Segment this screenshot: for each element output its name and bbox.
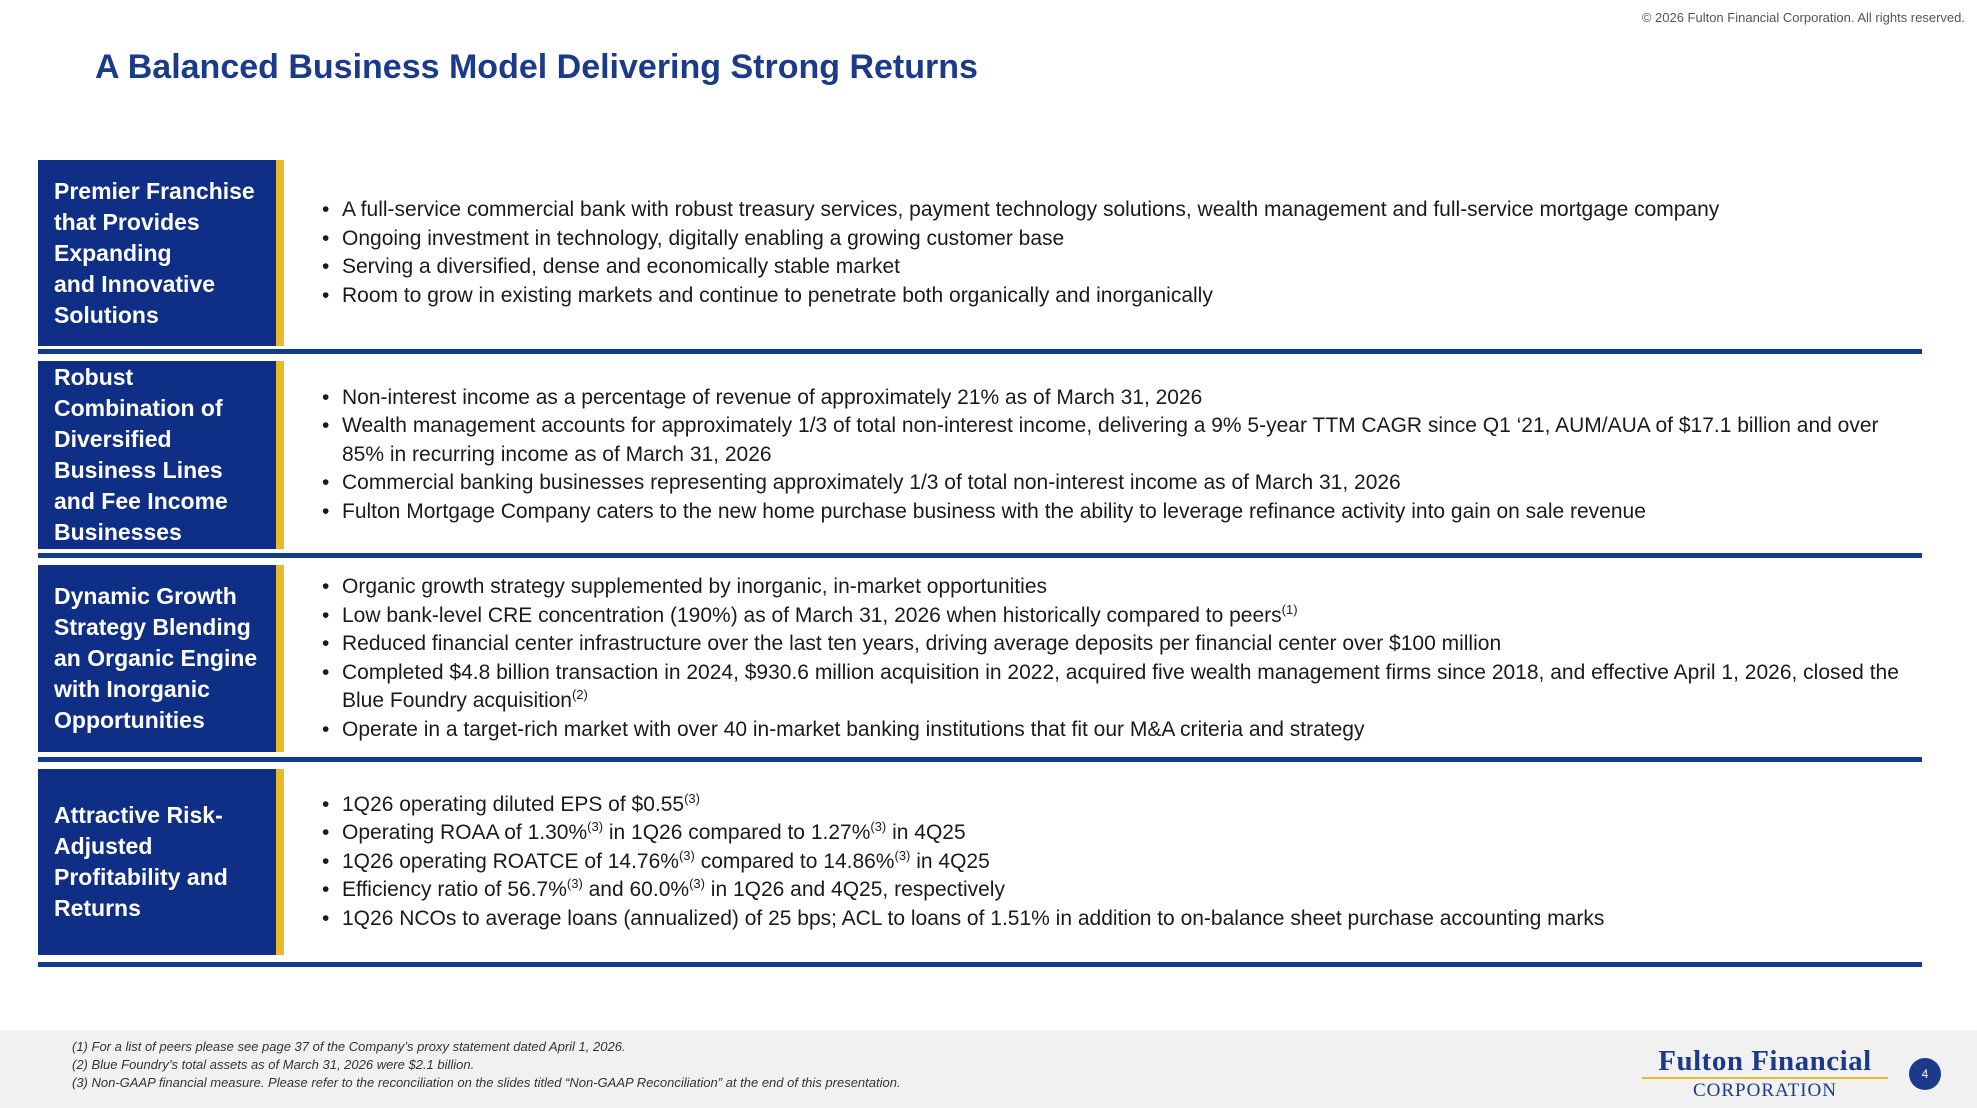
label-line: Diversified xyxy=(54,426,172,452)
footnote-ref: (3) xyxy=(689,876,705,892)
section-divider xyxy=(38,757,1922,762)
bullet-item xyxy=(320,876,1604,905)
label-line: Opportunities xyxy=(54,707,205,733)
bullet-item: • A full-service commercial bank with robust treasury services, payment technology solutions, wealth management and full-service mortgage company xyxy=(320,196,1719,225)
label-line: and Innovative xyxy=(54,270,216,297)
section-premier-franchise xyxy=(38,160,1922,346)
footnote-ref: (3) xyxy=(894,847,911,863)
bullet-item: • Serving a diversified, dense and economically stable market xyxy=(320,253,1719,282)
page-title: A Balanced Business Model Delivering Strong Returns xyxy=(95,48,978,86)
label-line: Dynamic Growth xyxy=(54,583,237,609)
label-line: Premier Franchise xyxy=(54,177,255,204)
label-line: that Provides xyxy=(54,208,200,235)
bullet-item: • 1Q26 NCOs to average loans (annualized) of 25 bps; ACL to loans of 1.51% in addition to on-balance sheet purchase accounting marks xyxy=(320,905,1604,934)
label-line: Robust xyxy=(54,364,134,390)
fulton-financial-logo xyxy=(1642,1046,1888,1103)
section-label xyxy=(38,565,284,752)
bullet-list xyxy=(320,160,1719,346)
bullet-list xyxy=(320,565,1922,752)
bullet-text: in 4Q25 xyxy=(886,821,966,845)
footer xyxy=(0,1030,1977,1108)
bullet-text: 1Q26 operating diluted EPS of $0.55 xyxy=(342,792,685,816)
section-robust-combination xyxy=(38,361,1922,549)
bullet-item: • Room to grow in existing markets and continue to penetrate both organically and inorganically xyxy=(320,282,1719,311)
footnotes xyxy=(72,1038,901,1092)
bullet-text: Completed $4.8 billion transaction in 2024, $930.6 million acquisition in 2022, acquired five wealth management firms since 2018, and effective April 1, 2026, closed the Blue Foundry acquisition xyxy=(342,660,1899,712)
footnote: (2) Blue Foundry’s total assets as of March 31, 2026 were $2.1 billion. xyxy=(72,1057,475,1072)
bullet-text: in 1Q26 compared to 1.27% xyxy=(603,821,871,845)
bullet-text: 1Q26 operating ROATCE of 14.76% xyxy=(342,849,679,873)
page-number: 4 xyxy=(1909,1058,1941,1090)
label-line: Strategy Blending xyxy=(54,614,251,640)
bullet-item xyxy=(320,602,1922,631)
footnote-ref: (3) xyxy=(566,876,583,892)
bullet-item: • Commercial banking businesses representing approximately 1/3 of total non-interest income as of March 31, 2026 xyxy=(320,469,1922,498)
label-line: Combination of xyxy=(54,395,223,421)
bullet-text: in 4Q25 xyxy=(910,849,990,873)
footnote: (1) For a list of peers please see page 37 of the Company’s proxy statement dated April 1, 2026. xyxy=(72,1039,626,1054)
label-line: Business Lines xyxy=(54,457,223,483)
bullet-item xyxy=(320,659,1922,716)
label-line: and Fee Income xyxy=(54,488,228,514)
section-divider xyxy=(38,349,1922,354)
label-line: Businesses xyxy=(54,519,182,545)
copyright-notice: © 2026 Fulton Financial Corporation. All rights reserved. xyxy=(1641,10,1965,25)
label-line: Attractive Risk- xyxy=(54,802,223,828)
logo-subtitle: CORPORATION xyxy=(1692,1080,1838,1101)
section-label xyxy=(38,769,284,955)
bullet-text: Low bank-level CRE concentration (190%) as of March 31, 2026 when historically compared to peers xyxy=(342,603,1282,627)
bullet-text: compared to 14.86% xyxy=(694,849,895,873)
section-dynamic-growth xyxy=(38,565,1922,752)
bullet-text: in 1Q26 and 4Q25, respectively xyxy=(704,878,1005,902)
label-line: an Organic Engine xyxy=(54,645,258,671)
bullet-list xyxy=(320,361,1922,549)
section-divider xyxy=(38,962,1922,967)
bullet-text: and 60.0% xyxy=(582,878,690,902)
footnote-ref: (3) xyxy=(587,819,604,835)
bullet-item xyxy=(320,791,1604,820)
bullet-list xyxy=(320,769,1604,955)
bullet-item xyxy=(320,848,1604,877)
footnote-ref: (1) xyxy=(1281,601,1298,617)
label-line: Adjusted xyxy=(54,833,153,859)
bullet-item: • Operate in a target-rich market with over 40 in-market banking institutions that fit our M&A criteria and strategy xyxy=(320,716,1922,745)
bullet-text: Operating ROAA of 1.30% xyxy=(342,821,588,845)
label-line: with Inorganic xyxy=(54,676,210,702)
bullet-item: • Organic growth strategy supplemented by inorganic, in-market opportunities xyxy=(320,573,1922,602)
bullet-item: • Reduced financial center infrastructure over the last ten years, driving average deposits per financial center over $100 million xyxy=(320,630,1922,659)
section-attractive-returns xyxy=(38,769,1922,955)
footnote-ref: (2) xyxy=(571,687,588,702)
footnote: (3) Non-GAAP financial measure. Please refer to the reconciliation on the slides titled “Non-GAAP Reconciliation” at the end of this presentation. xyxy=(72,1075,901,1090)
section-label xyxy=(38,160,284,346)
label-line: Expanding xyxy=(54,239,172,266)
footnote-ref: (3) xyxy=(678,847,695,863)
footnote-ref: (3) xyxy=(684,790,700,806)
bullet-item xyxy=(320,819,1604,848)
footnote-ref: (3) xyxy=(870,819,887,835)
logo-wordmark: Fulton Financial xyxy=(1642,1046,1888,1079)
bullet-item: • Fulton Mortgage Company caters to the new home purchase business with the ability to leverage refinance activity into gain on sale revenue xyxy=(320,498,1922,527)
section-divider xyxy=(38,553,1922,558)
bullet-item: • Ongoing investment in technology, digitally enabling a growing customer base xyxy=(320,225,1719,254)
bullet-item: • Non-interest income as a percentage of revenue of approximately 21% as of March 31, 2026 xyxy=(320,384,1922,413)
section-label xyxy=(38,361,284,549)
label-line: Profitability and xyxy=(54,864,228,890)
bullet-item: • Wealth management accounts for approximately 1/3 of total non-interest income, delivering a 9% 5-year TTM CAGR since Q1 ‘21, AUM/AUA of $17.1 billion and over 85% in recurring income as of March 31, 2026 xyxy=(320,412,1922,469)
label-line: Returns xyxy=(54,895,141,921)
bullet-text: Efficiency ratio of 56.7% xyxy=(342,878,567,902)
label-line: Solutions xyxy=(54,301,159,328)
